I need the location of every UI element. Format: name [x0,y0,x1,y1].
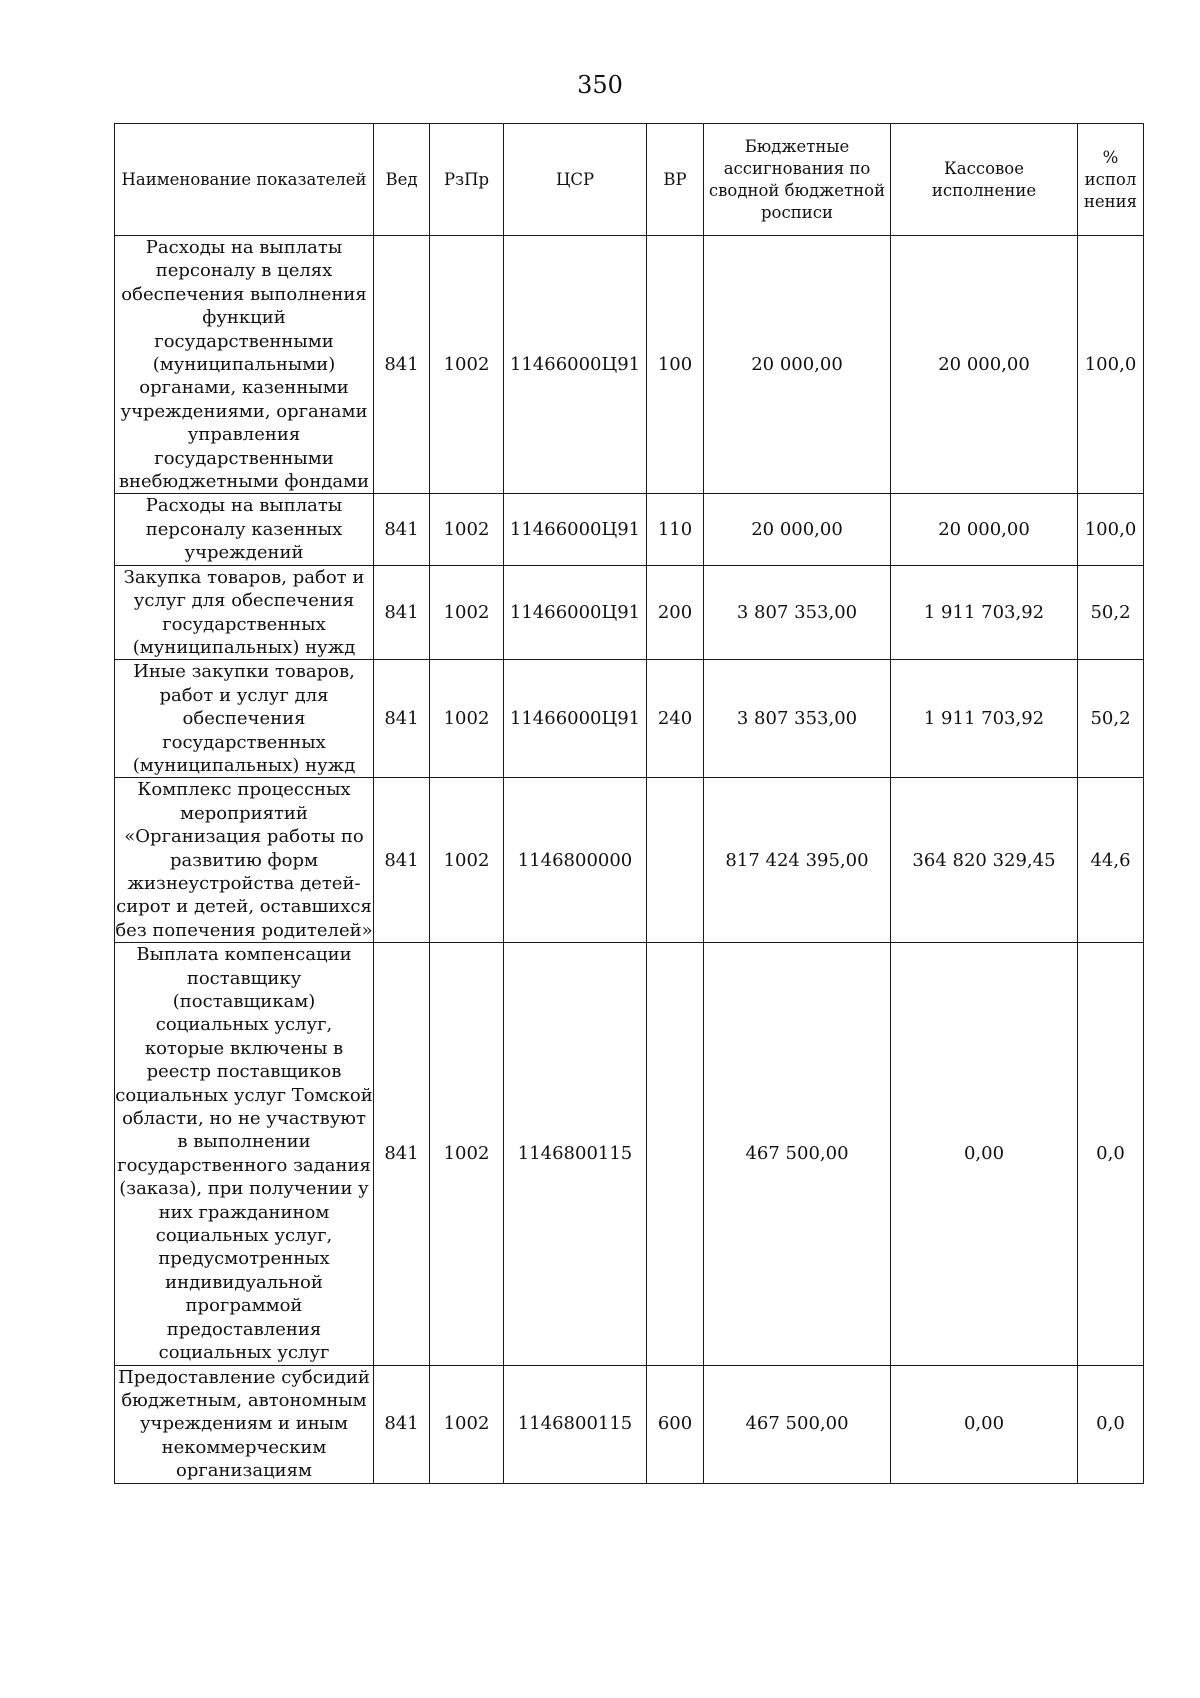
cell-assigned: 467 500,00 [704,1365,891,1483]
header-csr: ЦСР [504,124,647,236]
cell-vr: 110 [647,494,704,565]
table-header-row [115,124,1144,236]
cell-vr: 240 [647,660,704,778]
cell-name: Комплекс процессных мероприятий «Организация работы по развитию форм жизнеустройства детей-сирот и детей, оставшихся без попечения родителей» [115,779,373,941]
cell-percent: 50,2 [1078,660,1144,778]
cell-rzpr: 1002 [430,1365,504,1483]
cell-name: Выплата компенсации поставщику (поставщикам) социальных услуг, которые включены в реестр поставщиков социальных услуг Томской области, но не участвуют в выполнении государственного задания (заказа), при получении у них гражданином социальных услуг, предусмотренных индивидуальной программой предоставления социальных услуг [115,944,373,1364]
cell-name: Расходы на выплаты персоналу в целях обеспечения выполнения функций государственными (муниципальными) органами, казенными учреждениями, органами управления государственными внебюджетными фондами [115,236,374,494]
table-row [115,1365,1144,1483]
header-percent: % испол нения [1078,124,1144,236]
cell-name: Закупка товаров, работ и услуг для обеспечения государственных (муниципальных) нужд [115,565,374,660]
cell-executed: 20 000,00 [891,236,1078,494]
header-vr: ВР [647,124,704,236]
cell-ved: 841 [374,494,430,565]
header-name: Наименование показателей [115,124,374,236]
cell-csr: 11466000Ц91 [504,236,647,494]
cell-assigned: 20 000,00 [704,236,891,494]
cell-ved: 841 [374,778,430,943]
cell-csr: 1146800115 [504,943,647,1365]
cell-rzpr: 1002 [430,236,504,494]
cell-ved: 841 [374,236,430,494]
cell-ved: 841 [374,660,430,778]
cell-csr: 11466000Ц91 [504,660,647,778]
header-ved: Вед [374,124,430,236]
header-assigned: Бюджетные ассигнования по сводной бюджетной росписи [704,124,891,236]
cell-vr: 200 [647,565,704,660]
cell-executed: 1 911 703,92 [891,660,1078,778]
table-row [115,494,1144,565]
table-row [115,236,1144,494]
cell-executed: 20 000,00 [891,494,1078,565]
cell-vr [647,943,704,1365]
cell-name: Расходы на выплаты персоналу казенных учреждений [115,494,374,565]
cell-assigned: 3 807 353,00 [704,565,891,660]
cell-name: Иные закупки товаров, работ и услуг для обеспечения государственных (муниципальных) нужд [115,660,374,778]
cell-vr: 600 [647,1365,704,1483]
table-row [115,565,1144,660]
cell-rzpr: 1002 [430,660,504,778]
cell-percent: 0,0 [1078,943,1144,1365]
cell-assigned: 467 500,00 [704,943,891,1365]
cell-rzpr: 1002 [430,494,504,565]
cell-csr: 11466000Ц91 [504,494,647,565]
cell-assigned: 817 424 395,00 [704,778,891,943]
cell-csr: 1146800115 [504,1365,647,1483]
cell-rzpr: 1002 [430,943,504,1365]
cell-percent: 100,0 [1078,236,1144,494]
cell-executed: 0,00 [891,943,1078,1365]
header-rzpr: РзПр [430,124,504,236]
budget-execution-table [114,123,1144,1484]
cell-rzpr: 1002 [430,565,504,660]
cell-vr [647,778,704,943]
cell-percent: 100,0 [1078,494,1144,565]
cell-percent: 44,6 [1078,778,1144,943]
cell-csr: 1146800000 [504,778,647,943]
cell-name: Предоставление субсидий бюджетным, автономным учреждениям и иным некоммерческим организациям [115,1365,374,1483]
table-row [115,660,1144,778]
cell-assigned: 20 000,00 [704,494,891,565]
cell-rzpr: 1002 [430,778,504,943]
page-number: 350 [577,71,623,99]
cell-executed: 0,00 [891,1365,1078,1483]
cell-vr: 100 [647,236,704,494]
table-body [115,236,1144,1484]
cell-ved: 841 [374,565,430,660]
cell-percent: 50,2 [1078,565,1144,660]
cell-ved: 841 [374,1365,430,1483]
table-row [115,943,1144,1365]
cell-executed: 1 911 703,92 [891,565,1078,660]
cell-ved: 841 [374,943,430,1365]
cell-csr: 11466000Ц91 [504,565,647,660]
table-row [115,778,1144,943]
cell-executed: 364 820 329,45 [891,778,1078,943]
cell-assigned: 3 807 353,00 [704,660,891,778]
header-executed: Кассовое исполнение [891,124,1078,236]
cell-percent: 0,0 [1078,1365,1144,1483]
